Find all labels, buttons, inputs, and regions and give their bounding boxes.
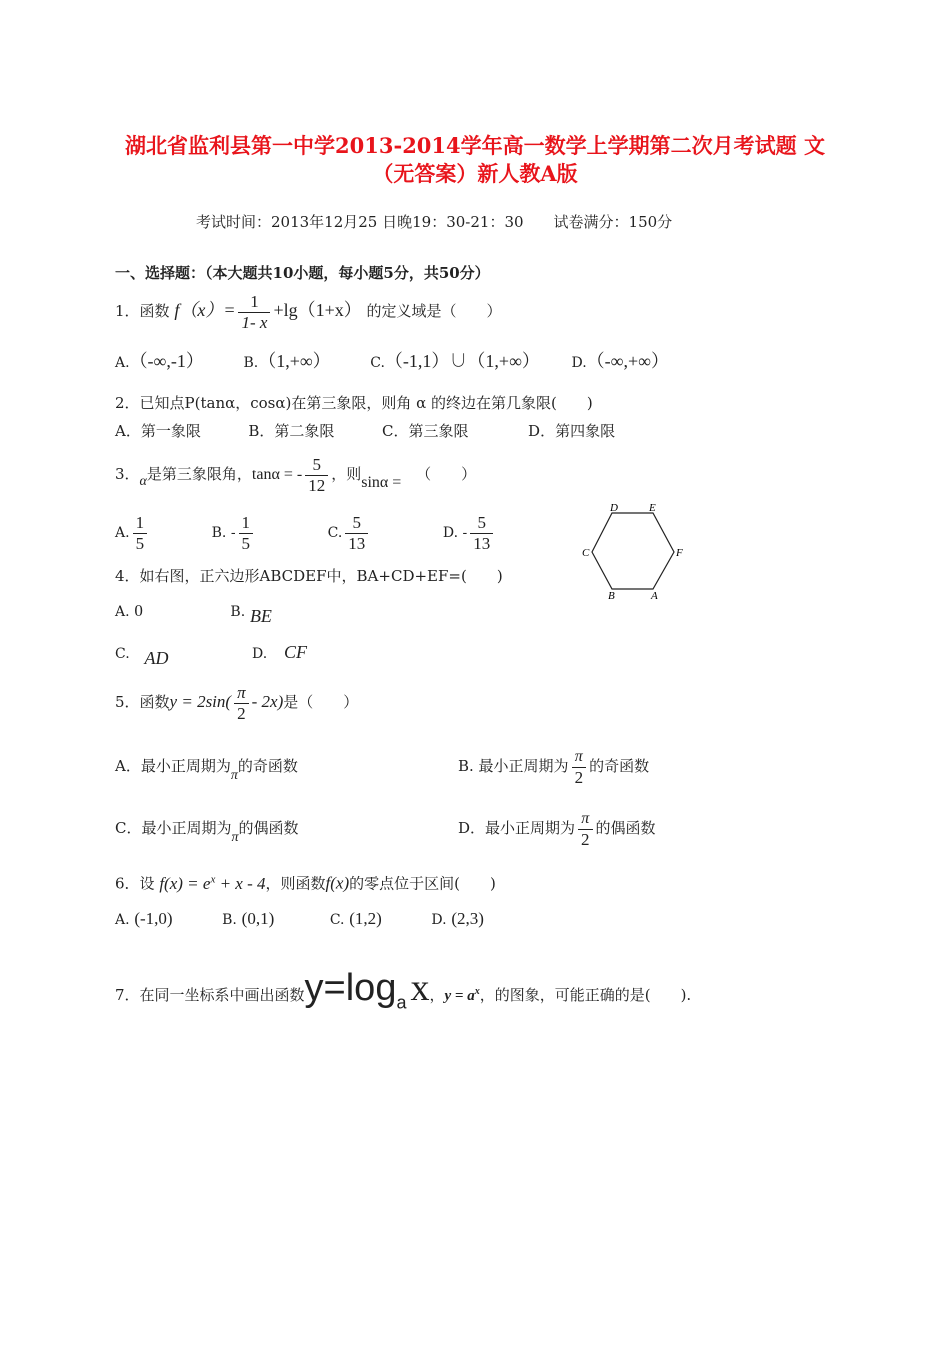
q6-option-c: (1,2) xyxy=(349,909,382,928)
q6-expr-sup: x xyxy=(210,873,216,885)
question-7 xyxy=(115,958,691,1033)
q6-expr xyxy=(159,874,265,893)
q3-c-num: 5 xyxy=(345,513,368,534)
q6-fx: f(x) xyxy=(325,873,350,893)
q6-expr-rest: + x - 4 xyxy=(215,873,266,893)
q5-option-a-text: A．最小正周期为 xyxy=(115,757,231,775)
q5-expr2: - 2x) xyxy=(251,692,284,711)
q3-alpha: α xyxy=(139,474,147,489)
q5-option-b xyxy=(458,744,649,788)
q5-option-d-text: D．最小正周期为 xyxy=(458,819,576,837)
q5-option-d xyxy=(458,806,656,850)
q6-option-d-label: D. xyxy=(431,912,447,928)
q5-option-b-text: B. 最小正周期为 xyxy=(458,757,569,775)
q5-options-ab xyxy=(115,744,298,798)
q1-option-d-label: D. xyxy=(571,355,587,371)
q1-lg: +lg（1+x） xyxy=(273,300,362,320)
q5-fraction xyxy=(234,683,249,724)
q3-options xyxy=(115,508,496,557)
q4-option-d-label: D. xyxy=(252,646,268,662)
question-3 xyxy=(115,452,476,505)
q1-frac-den: 1- x xyxy=(241,312,268,332)
q4-option-a: 0 xyxy=(134,601,143,620)
q6-option-a: (-1,0) xyxy=(134,909,173,928)
title-line-1: 湖北省监利县第一中学2013-2014学年高一数学上学期第二次月考试题 文 xyxy=(125,133,825,158)
q4-options-ab xyxy=(115,600,272,627)
q2-option-a: A．第一象限 xyxy=(115,422,201,440)
q5-b-den: 2 xyxy=(574,767,584,787)
q3-d-num: 5 xyxy=(470,513,493,534)
q7-tail: 的图象，可能正确的是( ). xyxy=(494,986,692,1004)
q4-option-c: AD xyxy=(144,648,169,668)
q3-sin: sinα = xyxy=(361,474,402,491)
q3-option-c-label: C. xyxy=(327,525,343,541)
q7-log-eq: =log xyxy=(323,967,397,1009)
question-1 xyxy=(115,288,502,333)
q3-a-num: 1 xyxy=(133,513,148,534)
q3-option-b-label: B. - xyxy=(211,525,236,541)
hex-label-c: C xyxy=(582,547,590,559)
q7-prefix: 7．在同一坐标系中画出函数 xyxy=(115,986,305,1004)
q3-option-d xyxy=(470,513,493,554)
q3-b-den: 5 xyxy=(241,533,251,553)
q7-exp-sup: x xyxy=(474,986,480,997)
q3-frac-den: 12 xyxy=(308,475,326,495)
q7-log-expr xyxy=(304,967,430,1013)
q1-frac-num: 1 xyxy=(238,292,270,313)
q7-log-base: a xyxy=(396,992,407,1013)
q4-option-a-label: A. xyxy=(115,604,130,620)
hex-label-d: D xyxy=(610,502,618,514)
q3-prefix: 3． xyxy=(115,465,140,483)
q4-option-d: CF xyxy=(283,642,307,662)
q4-options-cd xyxy=(115,641,307,669)
q5-d-den: 2 xyxy=(581,829,590,849)
q5-option-a-text2: 的奇函数 xyxy=(237,757,298,775)
q6-option-b: (0,1) xyxy=(241,909,275,928)
q2-options xyxy=(115,420,615,442)
q5-option-d-text2: 的偶函数 xyxy=(595,819,656,837)
q5-frac-num: π xyxy=(234,683,249,704)
q6-tail: 的零点位于区间( ) xyxy=(349,874,496,893)
q5-option-d-frac xyxy=(578,809,593,850)
q4-option-b: BE xyxy=(249,606,272,626)
hex-label-a: A xyxy=(651,590,658,602)
q4-option-b-label: B. xyxy=(230,604,246,620)
hexagon-figure xyxy=(578,500,688,605)
hex-label-e: E xyxy=(649,502,656,514)
q1-fx: f（x）= xyxy=(174,300,236,320)
q5-option-c-text: C．最小正周期为 xyxy=(115,819,232,837)
q3-option-c xyxy=(345,513,368,554)
q1-prefix: 1．函数 xyxy=(115,302,170,320)
q5-d-num: π xyxy=(578,809,593,830)
q3-option-a xyxy=(133,513,148,554)
q6-expr-base: f(x) = e xyxy=(159,873,211,893)
question-6 xyxy=(115,868,496,895)
q5-tail: 是（ ） xyxy=(283,693,359,711)
q7-comma2: ， xyxy=(479,986,495,1004)
q4-option-c-label: C. xyxy=(115,646,130,662)
q7-log-y: y xyxy=(304,967,324,1009)
q1-option-a-label: A. xyxy=(115,355,130,371)
q5-expr1: y = 2sin( xyxy=(169,692,232,711)
q3-mid: 是第三象限角， xyxy=(146,465,252,483)
question-2: 2．已知点P(tanα，cosα)在第三象限，则角 α 的终边在第几象限( ) xyxy=(115,394,593,412)
q7-exp-expr xyxy=(444,988,479,1004)
q1-option-c-label: C. xyxy=(370,355,385,371)
q3-a-den: 5 xyxy=(135,533,145,553)
hex-label-f: F xyxy=(676,547,683,559)
q7-comma: ， xyxy=(429,986,445,1004)
q3-b-num: 1 xyxy=(239,513,254,534)
q5-frac-den: 2 xyxy=(237,703,246,723)
q1-option-b-label: B. xyxy=(243,355,259,371)
q5-option-c-pi: π xyxy=(231,830,239,845)
q7-log-x: x xyxy=(410,967,430,1009)
q7-exp-base: y = a xyxy=(444,988,475,1004)
question-5 xyxy=(115,680,358,724)
question-4: 4．如右图，正六边形ABCDEF中，BA+CD+EF=( ) xyxy=(115,567,503,585)
q3-then: ，则 xyxy=(331,465,362,483)
q3-fraction xyxy=(305,455,328,496)
q2-option-c: C．第三象限 xyxy=(382,422,469,440)
q1-option-c: （-1,1）∪（1,+∞） xyxy=(384,351,540,371)
q3-c-den: 13 xyxy=(348,533,366,553)
q1-options xyxy=(115,350,669,374)
q2-option-d: D．第四象限 xyxy=(528,422,616,440)
q5-option-b-text2: 的奇函数 xyxy=(589,757,650,775)
hexagon-shape xyxy=(592,513,674,589)
q5-option-c-text2: 的偶函数 xyxy=(238,819,299,837)
q3-tan: tanα = - xyxy=(251,466,303,483)
q1-option-a: （-∞,-1） xyxy=(129,351,204,371)
q6-mid: ，则函数 xyxy=(265,874,326,893)
q3-option-a-label: A. xyxy=(115,525,130,541)
q6-option-b-label: B. xyxy=(222,912,237,928)
q1-option-b: （1,+∞） xyxy=(258,351,331,371)
q1-tail: 的定义域是（ ） xyxy=(366,302,502,320)
q6-options xyxy=(115,908,484,931)
q3-d-den: 13 xyxy=(473,533,491,553)
q6-option-a-label: A. xyxy=(115,912,130,928)
q2-option-b: B．第二象限 xyxy=(248,422,335,440)
q5-b-num: π xyxy=(572,747,587,768)
q5-option-a-pi: π xyxy=(230,768,238,783)
hex-label-b: B xyxy=(608,590,615,602)
q6-option-c-label: C. xyxy=(329,912,345,928)
q3-tail: （ ） xyxy=(416,465,477,483)
title-line-2: （无答案）新人教A版 xyxy=(372,161,578,186)
q1-option-d: （-∞,+∞） xyxy=(586,351,669,371)
q3-option-d-label: D. - xyxy=(442,525,468,541)
q6-option-d: (2,3) xyxy=(451,909,484,928)
q5-options-cd xyxy=(115,806,299,860)
q3-option-b xyxy=(239,513,254,554)
q6-prefix: 6．设 xyxy=(115,874,155,893)
exam-info: 考试时间：2013年12月25 日晚19：30-21：30 试卷满分：150分 xyxy=(196,213,673,231)
q1-fraction xyxy=(238,292,270,333)
q5-prefix: 5．函数 xyxy=(115,693,170,711)
section-heading: 一、选择题：（本大题共10小题，每小题5分，共50分） xyxy=(115,264,490,282)
q5-option-b-frac xyxy=(572,747,587,788)
q3-frac-num: 5 xyxy=(305,455,328,476)
